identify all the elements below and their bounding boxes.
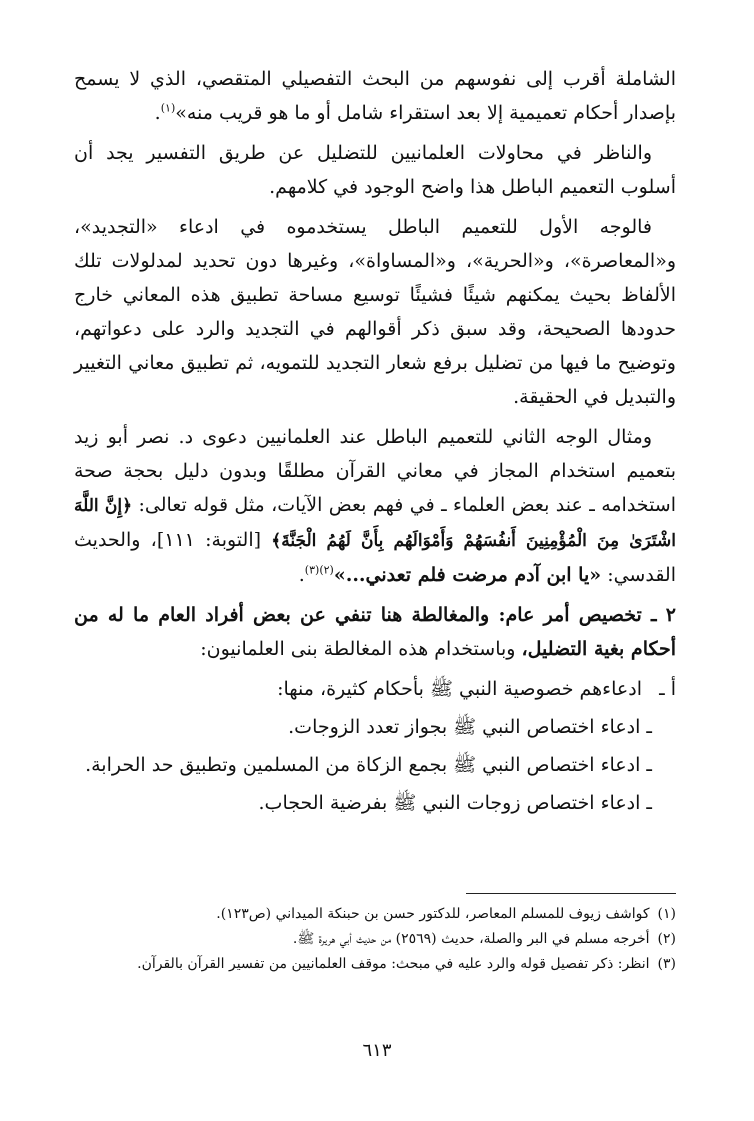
list-heading-text: ادعاءهم خصوصية النبي ﷺ بأحكام كثيرة، منها: [277, 678, 642, 700]
section-heading: ٢ ـ تخصيص أمر عام: والمغالطة هنا تنفي عن بعض أفراد العام ما له من أحكام بغية التضليل، [74, 604, 676, 660]
footnote-text: انظر: ذكر تفصيل قوله والرد عليه في مبحث: موقف العلمانيين من تفسير القرآن بالقرآن. [137, 956, 650, 972]
list-item: ـ ادعاء اختصاص النبي ﷺ بجمع الزكاة من المسلمين وتطبيق حد الحرابة. [85, 754, 652, 776]
paragraph-1-text: الشاملة أقرب إلى نفوسهم من البحث التفصيلي المتقصي، الذي لا يسمح بإصدار أحكام تعميمية إلا بعد استقراء شامل أو ما هو قريب منه» [74, 68, 676, 124]
list-letter: أ ـ [659, 678, 676, 700]
footnote-divider [466, 893, 676, 894]
footnote-number: (٣) [657, 956, 676, 972]
paragraph-5-text: وباستخدام هذه المغالطة بنى العلمانيون: [200, 638, 522, 660]
footnote [74, 927, 676, 952]
footnote-text: كواشف زيوف للمسلم المعاصر، للدكتور حسن بن حبنكة الميداني (ص١٢٣). [216, 906, 650, 922]
footnote-number: (١) [657, 906, 676, 922]
footnote [74, 952, 676, 977]
footnotes [74, 902, 676, 977]
footnote-number: (٢) [657, 931, 676, 947]
paragraph-1 [74, 62, 676, 130]
footnote-ref-2: (٢) [319, 563, 334, 577]
body-text [74, 62, 676, 820]
footnote-ref-3: (٣) [304, 563, 320, 577]
paragraph-4 [74, 420, 676, 592]
verse-citation: [التوبة: ١١١]، والحديث القدسي: [74, 529, 676, 586]
list-item: ـ ادعاء اختصاص النبي ﷺ بجواز تعدد الزوجات. [288, 716, 652, 738]
list-heading [74, 672, 676, 706]
footnote-ref-1: (١) [160, 101, 176, 115]
page-number: ٦١٣ [362, 1040, 392, 1061]
paragraph-3: فالوجه الأول للتعميم الباطل يستخدموه في ادعاء «التجديد»، و«المعاصرة»، و«الحرية»، و«المساواة»، وغيرها دون تحديد لمدلولات تلك الألفاظ بحيث يمكنهم شيئًا فشيئًا توسيع مساحة تطبيق هذه المعاني خارج حدودها الصحيحة، وقد سبق ذكر أقوالهم في التجديد والرد على دعواتهم، وتوضيح ما فيها من تضليل برفع شعار التجديد للتمويه، ثم تطبيق معاني التغيير والتبديل في الحقيقة. [74, 216, 676, 408]
paragraph-1-end: . [154, 102, 161, 124]
paragraph-4-end: . [298, 564, 305, 586]
quran-verse: ﴿إِنَّ اللَّهَ اشْتَرَىٰ مِنَ الْمُؤْمِنِينَ أَنفُسَهُمْ وَأَمْوَالَهُم بِأَنَّ لَهُمُ الْجَنَّةَ﴾ [74, 496, 676, 551]
paragraph-2: والناظر في محاولات العلمانيين للتضليل عن طريق التفسير يجد أن أسلوب التعميم الباطل هذا واضح الوجود في كلامهم. [74, 142, 676, 198]
paragraph-4-text: ومثال الوجه الثاني للتعميم الباطل عند العلمانيين دعوى د. نصر أبو زيد بتعميم استخدام المجاز في معاني القرآن مطلقًا وبدون دليل بحجة صحة استخدامه ـ عند بعض العلماء ـ في فهم بعض الآيات، مثل قوله تعالى: [74, 426, 677, 516]
list-item: ـ ادعاء اختصاص زوجات النبي ﷺ بفرضية الحجاب. [258, 792, 652, 814]
paragraph-5 [74, 598, 676, 666]
hadith-quote: «يا ابن آدم مرضت فلم تعدني...» [333, 564, 602, 586]
footnote [74, 902, 676, 927]
footnote-text: أخرجه مسلم في البر والصلة، حديث (٢٥٦٩) من حديث أبي هريرة ﷺ. [292, 931, 650, 947]
